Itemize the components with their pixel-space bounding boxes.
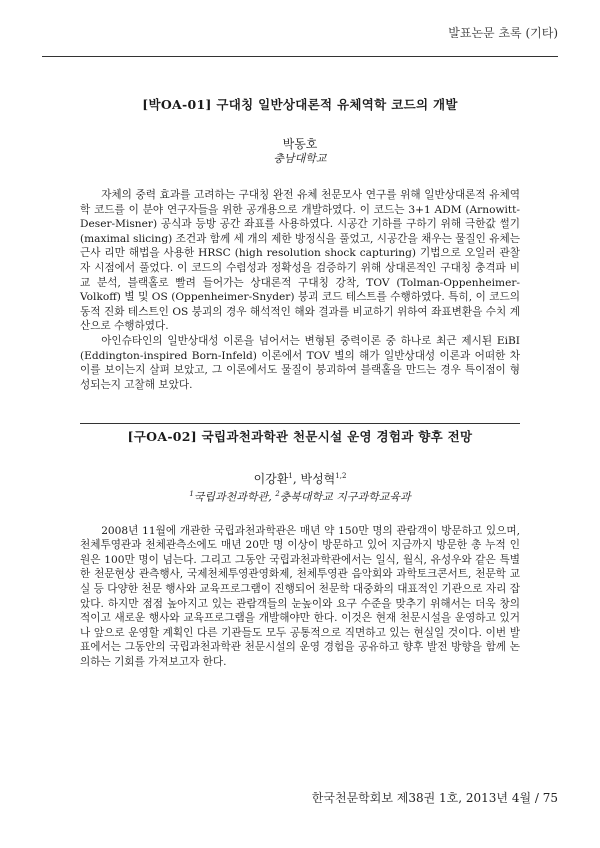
affil-mark: 1 [189,490,194,498]
abstract-oa-02 [80,428,520,670]
abstract-paragraph: 2008년 11월에 개관한 국립과천과학관은 매년 약 150만 명의 관람객이 방문하고 있으며, 천체투영관과 천체관측소에도 매년 20만 명 이상이 방문하고 있어 지금까지 방문한 총 누적 인원은 100만 명이 넘는다. 그리고 그동안 국립과천과학관에서는 일식, 월식, 유성우와 같은 특별한 천문현상 관측행사, 국제천체투영관영화제, 천체투영관 음악회와 과학토크콘서트, 천문학 교실 등 다양한 천문 행사와 교육프로그램이 진행되어 천문학 대중화의 대표적인 기관으로 자리 잡았다. 하지만 점점 높아지고 있는 관람객들의 눈높이와 요구 수준을 맞추기 위해서는 더욱 창의적이고 새로운 행사와 교육프로그램을 개발해야만 한다. 이것은 현재 천문시설을 운영하고 있거나 앞으로 운영할 계획인 다른 기관들도 모두 공통적으로 직면하고 있는 현실일 것이다. 이번 발표에서는 그동안의 국립과천과학관 천문시설의 운영 경험을 공유하고 향후 발전 방향을 함께 논의하는 기회를 가져보고자 한다. [80,524,520,668]
section-divider [80,423,520,424]
running-header: 발표논문 초록 (기타) [448,26,558,40]
abstract-oa-01 [80,96,520,392]
header-rule [42,56,558,57]
author-affil-mark: 1,2 [335,472,347,480]
author-name: 박성혁 [300,472,336,486]
abstract-paragraph: 아인슈타인의 일반상대성 이론을 넘어서는 변형된 중력이론 중 하나로 최근 제시된 EiBI (Eddington-inspired Born-Infeld) 이론에서 TOV 별의 해가 일반상대성 이론과 어떠한 차이를 보이는지 살펴 보았고, 그 이론에서도 물질이 붕괴하여 블랙홀을 만드는 경우 특이점이 형성되는지 고찰해 보았다. [80,334,520,391]
affil-mark: 2 [275,490,280,498]
affiliation: 충남대학교 [273,152,327,165]
abstract-title: [구OA-02] 국립과천과학관 천문시설 운영 경험과 향후 전망 [127,429,473,444]
abstract-paragraph: 자체의 중력 효과를 고려하는 구대칭 완전 유체 천문모사 연구를 위해 일반상대론적 유체역학 코드를 이 분야 연구자들을 위한 공개용으로 개발하였다. 이 코드는 3+1 ADM (Arnowitt-Deser-Misner) 공식과 등방 공간 좌표를 사용하였다. 시공간 기하를 구하기 위해 극한값 썰기 (maximal slicing) 조건과 함께 세 개의 제한 방정식을 풀었고, 시공간을 채우는 물질인 유체는 근사 리만 해법을 사용한 HRSC (high resolution shock capturing) 기법으로 오일러 관찰자 시점에서 풀었다. 이 코드의 수렴성과 정확성을 검증하기 위해 상대론적인 구대칭 충격파 비교 분석, 블랙홀로 빨려 들어가는 상대론적 구대칭 강착, TOV (Tolman-Oppenheimer-Volkoff) 별 및 OS (Oppenheimer-Snyder) 붕괴 코드 테스트를 수행하였다. 특히, 이 코드의 동적 진화 테스트인 OS 붕괴의 경우 해석적인 해와 결과를 비교하기 위하여 좌표변환을 수치 계산으로 수행하였다. [80,189,520,333]
abstract-title: [박OA-01] 구대칭 일반상대론적 유체역학 코드의 개발 [142,97,458,112]
author-list: 이강환$^1$, 박성혁$^{1,2}$ [253,472,347,486]
affiliation-name: 충북대학교 지구과학교육과 [279,490,411,504]
abstract-body [80,188,520,392]
abstract-body [80,524,520,670]
affiliation-name: 국립과천과학관 [193,490,269,504]
affiliation: $^1$국립과천과학관, $^2$충북대학교 지구과학교육과 [189,490,411,504]
author-affil-mark: 1 [288,472,293,480]
author-name: 이강환 [253,472,289,486]
author-list: 박동호 [282,137,318,151]
page-footer: 한국천문학회보 제38권 1호, 2013년 4월 / 75 [311,791,558,805]
